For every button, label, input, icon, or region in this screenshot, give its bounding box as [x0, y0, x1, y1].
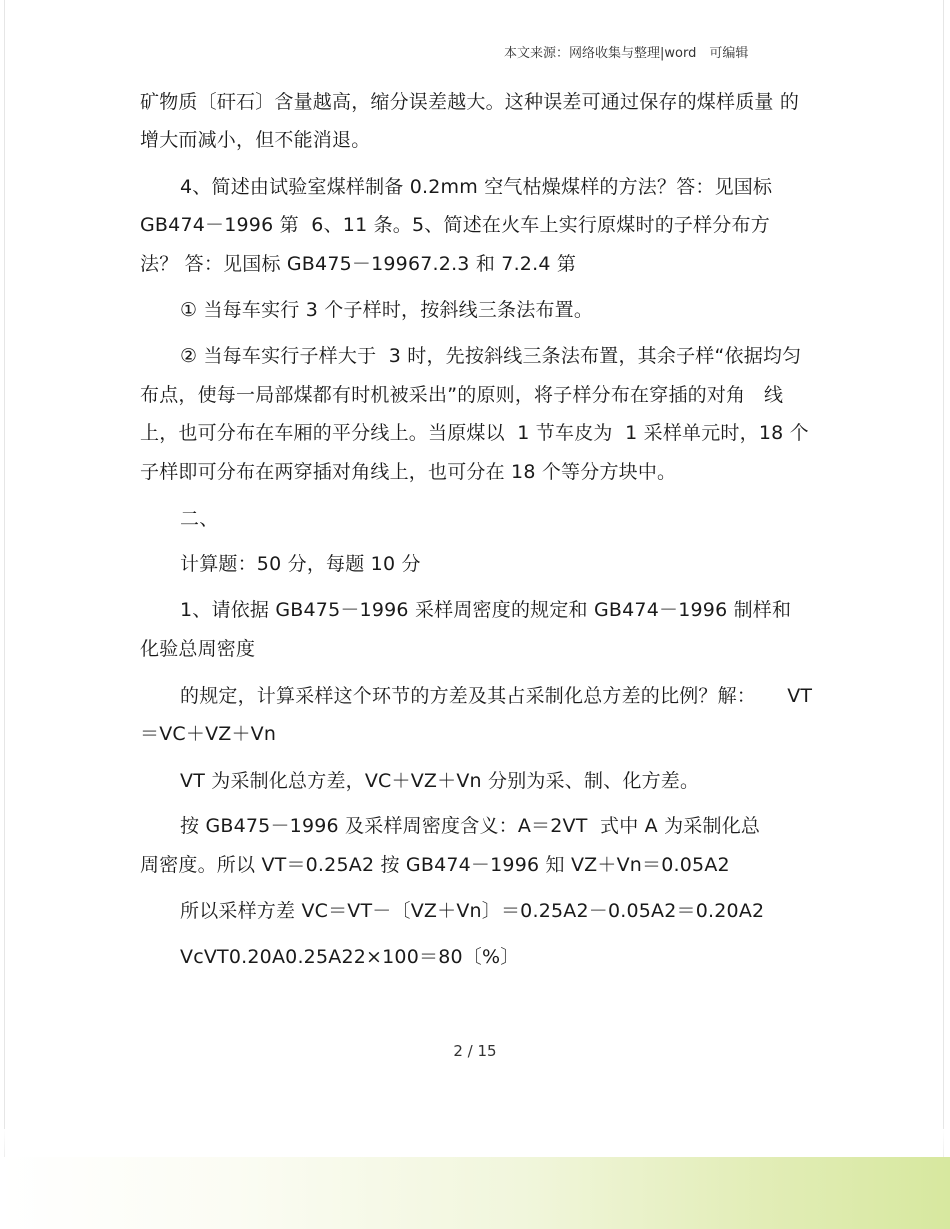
body-line: 的规定，计算采样这个环节的方差及其占采制化总方差的比例？解： VT [180, 685, 813, 707]
body-line: 周密度。所以 VT＝0.25A2 按 GB474－1996 知 VZ＋Vn＝0.05A2 [140, 854, 730, 876]
body-line: 布点，使每一局部煤都有时机被采出”的原则，将子样分布在穿插的对角 线 [140, 384, 784, 406]
body-line: 法？ 答：见国标 GB475－19967.2.3 和 7.2.4 第 [140, 253, 577, 275]
section-heading: 二、 [180, 508, 219, 530]
body-line: 矿物质〔矸石〕含量越高，缩分误差越大。这种误差可通过保存的煤样质量 的 [140, 91, 800, 113]
body-line: VcVT0.20A0.25A22×100＝80〔%〕 [180, 946, 520, 968]
body-line: ① 当每车实行 3 个子样时，按斜线三条法布置。 [180, 299, 594, 321]
body-line: 计算题：50 分，每题 10 分 [180, 553, 421, 575]
body-line: GB474－1996 第 6、11 条。5、简述在火车上实行原煤时的子样分布方 [140, 214, 770, 236]
source-header: 本文来源：网络收集与整理|word 可编辑 [504, 46, 749, 61]
body-line: 1、请依据 GB475－1996 采样周密度的规定和 GB474－1996 制样和 [180, 599, 792, 621]
body-line: 子样即可分布在两穿插对角线上，也可分在 18 个等分方块中。 [140, 461, 677, 483]
body-line: VT 为采制化总方差，VC＋VZ＋Vn 分别为采、制、化方差。 [180, 770, 700, 792]
body-line: 增大而减小，但不能消退。 [140, 129, 371, 151]
body-line: ＝VC＋VZ＋Vn [140, 723, 277, 745]
body-line: 4、简述由试验室煤样制备 0.2mm 空气枯燥煤样的方法？答：见国标 [180, 176, 773, 198]
page-number: 2 / 15 [453, 1042, 497, 1060]
body-line: 所以采样方差 VC＝VT－〔VZ＋Vn〕＝0.25A2－0.05A2＝0.20A2 [180, 900, 765, 922]
footer-decoration [0, 1157, 950, 1229]
body-line: ② 当每车实行子样大于 3 时，先按斜线三条法布置，其余子样“依据均匀 [180, 345, 802, 367]
body-line: 化验总周密度 [140, 638, 256, 660]
body-line: 上，也可分布在车厢的平分线上。当原煤以 1 节车皮为 1 采样单元时，18 个 [140, 422, 809, 444]
body-line: 按 GB475－1996 及采样周密度含义：A＝2VT 式中 A 为采制化总 [180, 815, 761, 837]
